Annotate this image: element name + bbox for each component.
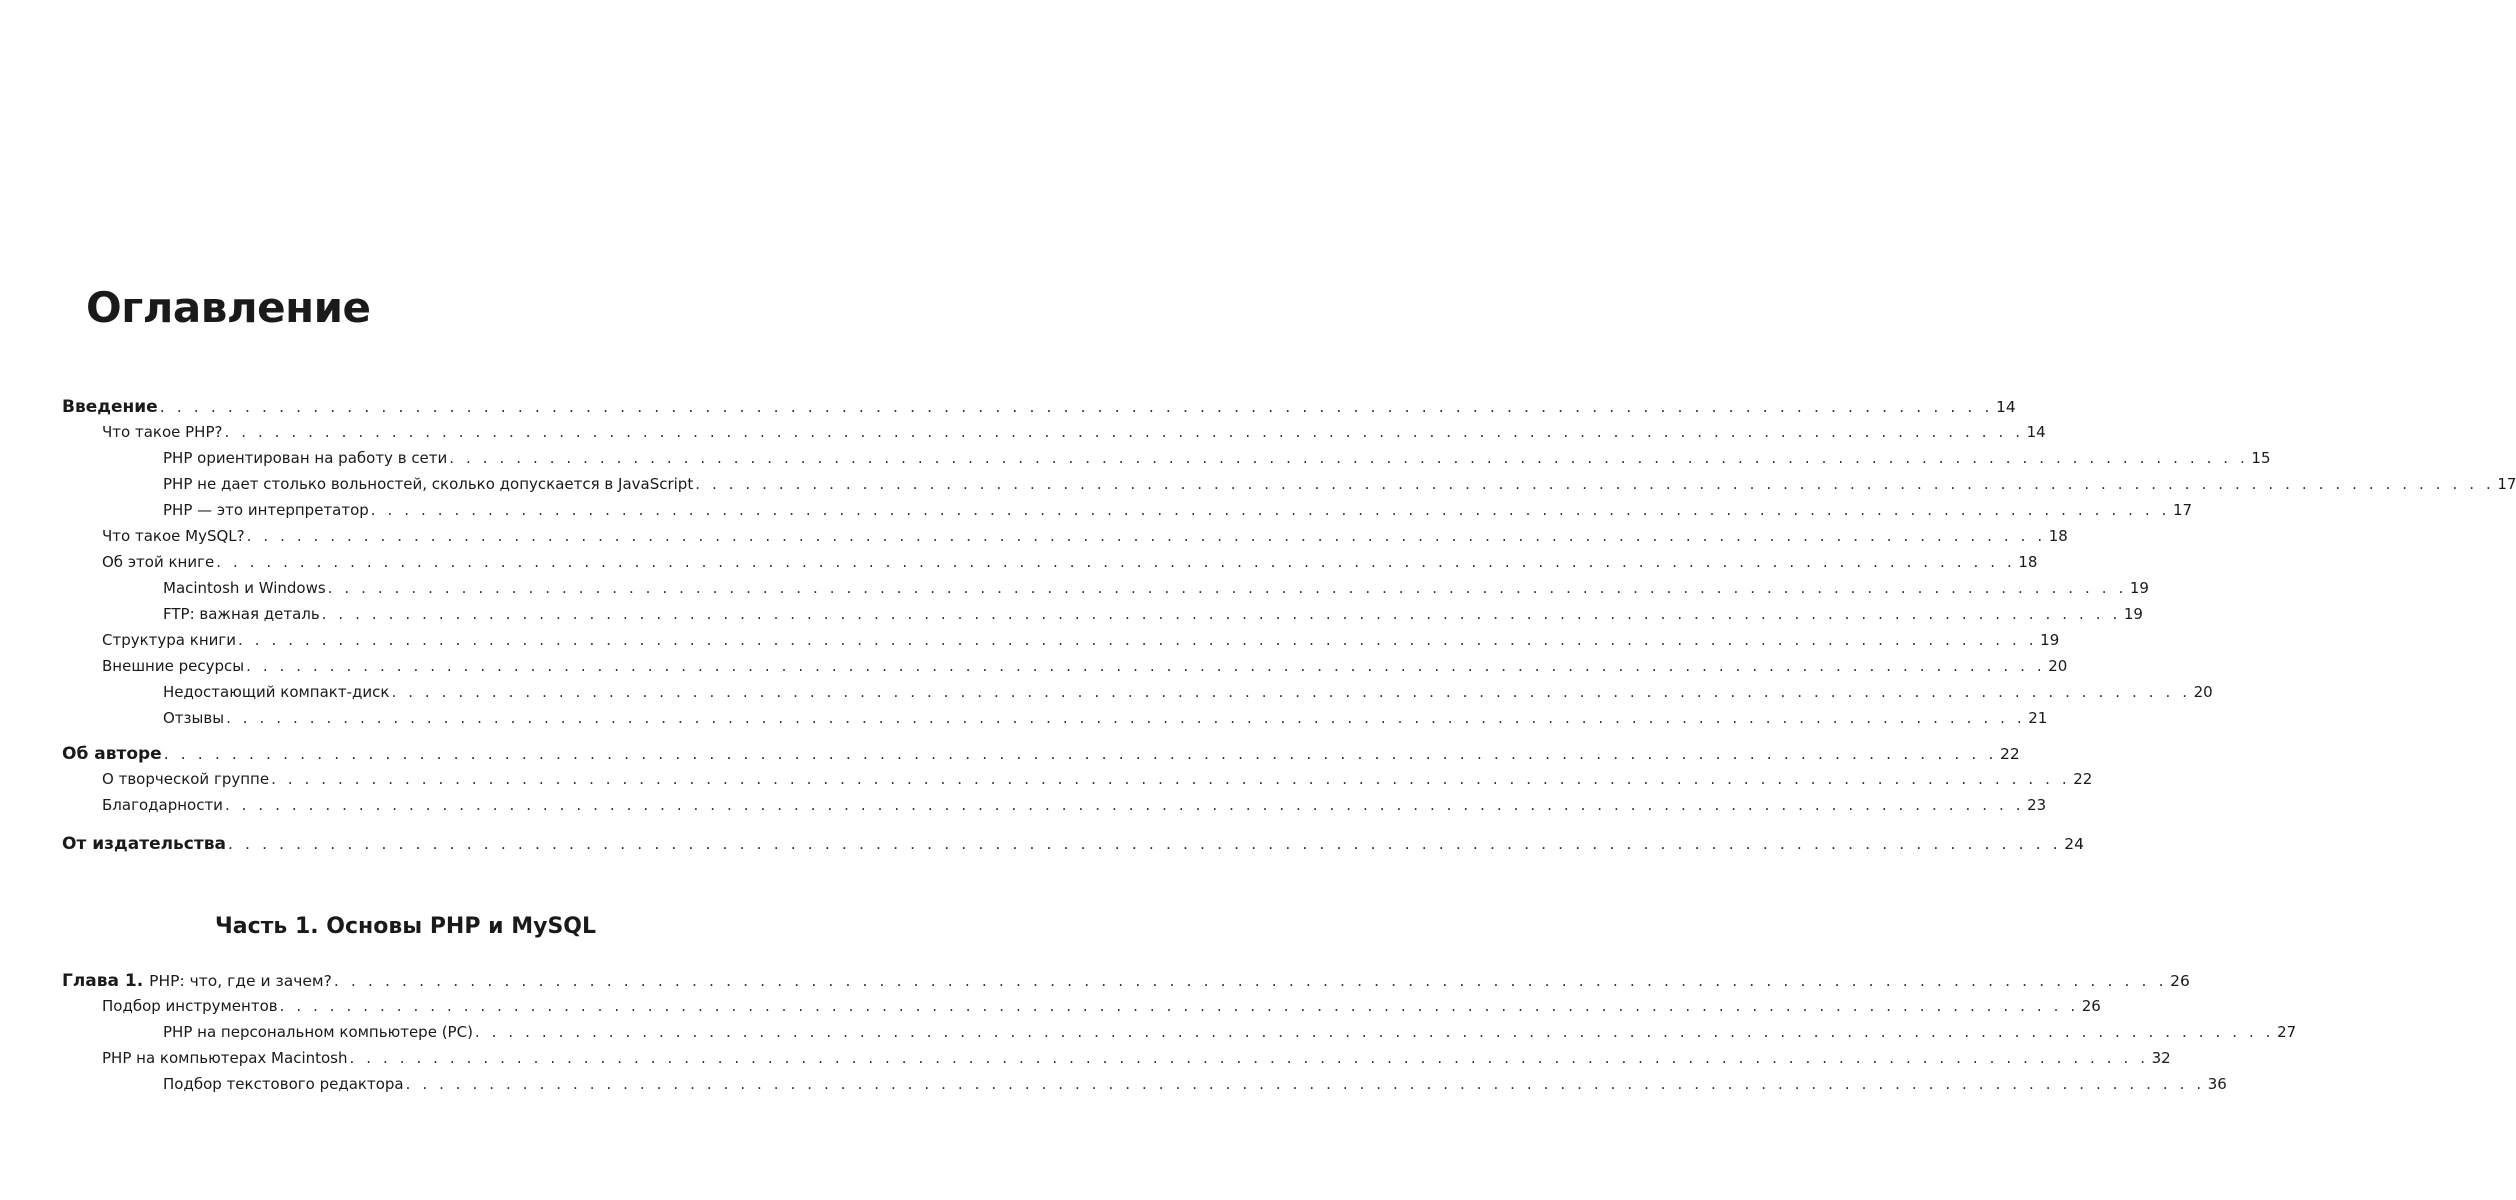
toc-entry-label: Об авторе — [62, 744, 162, 764]
toc-section-chapter-1 — [62, 971, 2297, 1101]
dot-leader: . . . . . . . . . . . . . . . . . . . . . . . . . . . . . . . . . . . . . . . . . . . . . . . . . . . . . . . . . . . . . . . . . . . . . . . . . . . . . . . . . . . . . . . . . . . . . . . . . . . . . . . . . . . . — [327, 579, 2127, 597]
toc-entry-label: Структура книги — [102, 631, 237, 649]
toc-entry-label: Что такое MySQL? — [102, 527, 245, 545]
dot-leader: . . . . . . . . . . . . . . . . . . . . . . . . . . . . . . . . . . . . . . . . . . . . . . . . . . . . . . . . . . . . . . . . . . . . . . . . . . . . . . . . . . . . . . . . . . . . . . . . . . . . . . . . . . . . — [227, 835, 2062, 853]
toc-entry-level1[interactable] — [62, 657, 2068, 683]
toc-entry-level2[interactable] — [62, 1075, 2227, 1101]
toc-entry-label: Введение — [62, 397, 158, 417]
toc-entry-level1[interactable] — [62, 770, 2093, 796]
toc-page-number: 22 — [2073, 770, 2093, 788]
dot-leader: . . . . . . . . . . . . . . . . . . . . . . . . . . . . . . . . . . . . . . . . . . . . . . . . . . . . . . . . . . . . . . . . . . . . . . . . . . . . . . . . . . . . . . . . . . . . . . . . . . . . . . . . . . . . — [474, 1023, 2275, 1041]
toc-entry-label: Благодарности — [102, 796, 223, 814]
dot-leader: . . . . . . . . . . . . . . . . . . . . . . . . . . . . . . . . . . . . . . . . . . . . . . . . . . . . . . . . . . . . . . . . . . . . . . . . . . . . . . . . . . . . . . . . . . . . . . . . . . . . . . . . . . . . — [391, 683, 2191, 701]
toc-entry-label: Подбор инструментов — [102, 997, 278, 1015]
dot-leader: . . . . . . . . . . . . . . . . . . . . . . . . . . . . . . . . . . . . . . . . . . . . . . . . . . . . . . . . . . . . . . . . . . . . . . . . . . . . . . . . . . . . . . . . . . . . . . . . . . . . . . . . . . . . — [349, 1049, 2149, 1067]
toc-entry-label: PHP ориентирован на работу в сети — [163, 449, 448, 467]
toc-entry-level2[interactable] — [62, 501, 2193, 527]
toc-entry-level0[interactable] — [62, 834, 2085, 860]
toc-entry-level1[interactable] — [62, 553, 2038, 579]
dot-leader: . . . . . . . . . . . . . . . . . . . . . . . . . . . . . . . . . . . . . . . . . . . . . . . . . . . . . . . . . . . . . . . . . . . . . . . . . . . . . . . . . . . . . . . . . . . . . . . . . . . . . . . . . . . . — [159, 398, 1994, 416]
toc-entry-level2[interactable] — [62, 605, 2143, 631]
toc-entry-label: О творческой группе — [102, 770, 270, 788]
toc-entry-level2[interactable] — [62, 475, 2516, 501]
toc-page-number: 17 — [2172, 501, 2193, 519]
toc-entry-label: От издательства — [62, 834, 226, 854]
toc-entry-level0[interactable] — [62, 744, 2020, 770]
toc-page-number: 20 — [2193, 683, 2213, 701]
toc-entry-level0[interactable] — [62, 397, 2016, 423]
dot-leader: . . . . . . . . . . . . . . . . . . . . . . . . . . . . . . . . . . . . . . . . . . . . . . . . . . . . . . . . . . . . . . . . . . . . . . . . . . . . . . . . . . . . . . . . . . . . . . . . . . . . . . . . . . . . — [279, 997, 2079, 1015]
toc-page-number: 26 — [2170, 972, 2190, 990]
toc-entry-label: PHP не дает столько вольностей, сколько допускается в JavaScript — [163, 475, 694, 493]
part-heading: Часть 1. Основы PHP и MySQL — [214, 914, 597, 939]
toc-section-publisher — [62, 834, 2085, 860]
toc-page-number: 36 — [2207, 1075, 2227, 1093]
toc-page-number: 27 — [2277, 1023, 2297, 1041]
toc-entry-chapter[interactable] — [62, 971, 2190, 997]
toc-entry-label: PHP — это интерпретатор — [163, 501, 369, 519]
dot-leader: . . . . . . . . . . . . . . . . . . . . . . . . . . . . . . . . . . . . . . . . . . . . . . . . . . . . . . . . . . . . . . . . . . . . . . . . . . . . . . . . . . . . . . . . . . . . . . . . . . . . . . . . . . . . — [163, 745, 1998, 763]
dot-leader: . . . . . . . . . . . . . . . . . . . . . . . . . . . . . . . . . . . . . . . . . . . . . . . . . . . . . . . . . . . . . . . . . . . . . . . . . . . . . . . . . . . . . . . . . . . . . . . . . . . . . . . . . . . . — [224, 423, 2024, 441]
dot-leader: . . . . . . . . . . . . . . . . . . . . . . . . . . . . . . . . . . . . . . . . . . . . . . . . . . . . . . . . . . . . . . . . . . . . . . . . . . . . . . . . . . . . . . . . . . . . . . . . . . . . . . . . . . . . — [321, 605, 2121, 623]
chapter-prefix: Глава 1. — [62, 971, 144, 991]
dot-leader: . . . . . . . . . . . . . . . . . . . . . . . . . . . . . . . . . . . . . . . . . . . . . . . . . . . . . . . . . . . . . . . . . . . . . . . . . . . . . . . . . . . . . . . . . . . . . . . . . . . . . . . . . . . . — [246, 527, 2046, 545]
dot-leader: . . . . . . . . . . . . . . . . . . . . . . . . . . . . . . . . . . . . . . . . . . . . . . . . . . . . . . . . . . . . . . . . . . . . . . . . . . . . . . . . . . . . . . . . . . . . . . . . . . . . . . . . . . . . — [216, 553, 2016, 571]
toc-entry-label: Недостающий компакт-диск — [163, 683, 390, 701]
toc-entry-label: Macintosh и Windows — [163, 579, 326, 597]
toc-entry-level2[interactable] — [62, 709, 2048, 735]
toc-page-number: 32 — [2151, 1049, 2171, 1067]
toc-entry-label: PHP на компьютерах Macintosh — [102, 1049, 348, 1067]
dot-leader: . . . . . . . . . . . . . . . . . . . . . . . . . . . . . . . . . . . . . . . . . . . . . . . . . . . . . . . . . . . . . . . . . . . . . . . . . . . . . . . . . . . . . . . . . . . . . . . . . . . . . . . . . . . . — [449, 449, 2249, 467]
toc-page-number: 19 — [2129, 579, 2149, 597]
dot-leader: . . . . . . . . . . . . . . . . . . . . . . . . . . . . . . . . . . . . . . . . . . . . . . . . . . . . . . . . . . . . . . . . . . . . . . . . . . . . . . . . . . . . . . . . . . . . . . . . . . . . . . . . . . . . — [238, 631, 2038, 649]
toc-section-introduction — [62, 397, 2516, 735]
dot-leader: . . . . . . . . . . . . . . . . . . . . . . . . . . . . . . . . . . . . . . . . . . . . . . . . . . . . . . . . . . . . . . . . . . . . . . . . . . . . . . . . . . . . . . . . . . . . . . . . . . . . . . . . . . . . — [695, 475, 2495, 493]
toc-entry-label: Что такое PHP? — [102, 423, 223, 441]
toc-page-number: 19 — [2123, 605, 2143, 623]
toc-entry-level1[interactable] — [62, 1049, 2171, 1075]
toc-entry-level1[interactable] — [62, 796, 2047, 822]
toc-entry-level1[interactable] — [62, 423, 2046, 449]
toc-page-number: 18 — [2018, 553, 2038, 571]
toc-page-number: 14 — [2026, 423, 2046, 441]
dot-leader: . . . . . . . . . . . . . . . . . . . . . . . . . . . . . . . . . . . . . . . . . . . . . . . . . . . . . . . . . . . . . . . . . . . . . . . . . . . . . . . . . . . . . . . . . . . . . . . . . . . . . . . . . . . . — [405, 1075, 2205, 1093]
toc-entry-label — [62, 971, 332, 991]
toc-page-number: 15 — [2251, 449, 2271, 467]
toc-page-number: 26 — [2081, 997, 2101, 1015]
toc-entry-label: PHP на персональном компьютере (PC) — [163, 1023, 473, 1041]
toc-entry-label: Подбор текстового редактора — [163, 1075, 404, 1093]
toc-entry-label: FTP: важная деталь — [163, 605, 320, 623]
page-title: Оглавление — [86, 283, 371, 332]
dot-leader: . . . . . . . . . . . . . . . . . . . . . . . . . . . . . . . . . . . . . . . . . . . . . . . . . . . . . . . . . . . . . . . . . . . . . . . . . . . . . . . . . . . . . . . . . . . . . . . . . . . . . . . . . . . . — [246, 657, 2046, 675]
toc-page-number: 20 — [2048, 657, 2068, 675]
dot-leader: . . . . . . . . . . . . . . . . . . . . . . . . . . . . . . . . . . . . . . . . . . . . . . . . . . . . . . . . . . . . . . . . . . . . . . . . . . . . . . . . . . . . . . . . . . . . . . . . . . . . . . . . . . . . — [271, 770, 2071, 788]
chapter-title: PHP: что, где и зачем? — [149, 972, 332, 990]
toc-page-number: 22 — [2000, 745, 2020, 763]
dot-leader: . . . . . . . . . . . . . . . . . . . . . . . . . . . . . . . . . . . . . . . . . . . . . . . . . . . . . . . . . . . . . . . . . . . . . . . . . . . . . . . . . . . . . . . . . . . . . . . . . . . . . . . . . . . . — [224, 796, 2025, 814]
toc-page-number: 17 — [2497, 475, 2516, 493]
dot-leader: . . . . . . . . . . . . . . . . . . . . . . . . . . . . . . . . . . . . . . . . . . . . . . . . . . . . . . . . . . . . . . . . . . . . . . . . . . . . . . . . . . . . . . . . . . . . . . . . . . . . . . . . . . . . — [333, 972, 2168, 990]
toc-page-number: 23 — [2027, 796, 2047, 814]
toc-page-number: 14 — [1996, 398, 2016, 416]
toc-entry-level2[interactable] — [62, 579, 2149, 605]
toc-page-number: 24 — [2064, 835, 2085, 853]
toc-page-number: 21 — [2028, 709, 2048, 727]
toc-entry-level2[interactable] — [62, 1023, 2297, 1049]
toc-entry-level1[interactable] — [62, 527, 2068, 553]
toc-entry-level2[interactable] — [62, 683, 2213, 709]
toc-page-number: 18 — [2048, 527, 2068, 545]
toc-entry-label: Отзывы — [163, 709, 225, 727]
dot-leader: . . . . . . . . . . . . . . . . . . . . . . . . . . . . . . . . . . . . . . . . . . . . . . . . . . . . . . . . . . . . . . . . . . . . . . . . . . . . . . . . . . . . . . . . . . . . . . . . . . . . . . . . . . . . — [226, 709, 2026, 727]
dot-leader: . . . . . . . . . . . . . . . . . . . . . . . . . . . . . . . . . . . . . . . . . . . . . . . . . . . . . . . . . . . . . . . . . . . . . . . . . . . . . . . . . . . . . . . . . . . . . . . . . . . . . . . . . . . . — [370, 501, 2170, 519]
toc-entry-level1[interactable] — [62, 997, 2101, 1023]
toc-entry-label: Об этой книге — [102, 553, 215, 571]
toc-entry-level1[interactable] — [62, 631, 2060, 657]
toc-entry-label: Внешние ресурсы — [102, 657, 245, 675]
toc-page-number: 19 — [2040, 631, 2060, 649]
toc-section-about-author — [62, 744, 2093, 822]
toc-entry-level2[interactable] — [62, 449, 2271, 475]
